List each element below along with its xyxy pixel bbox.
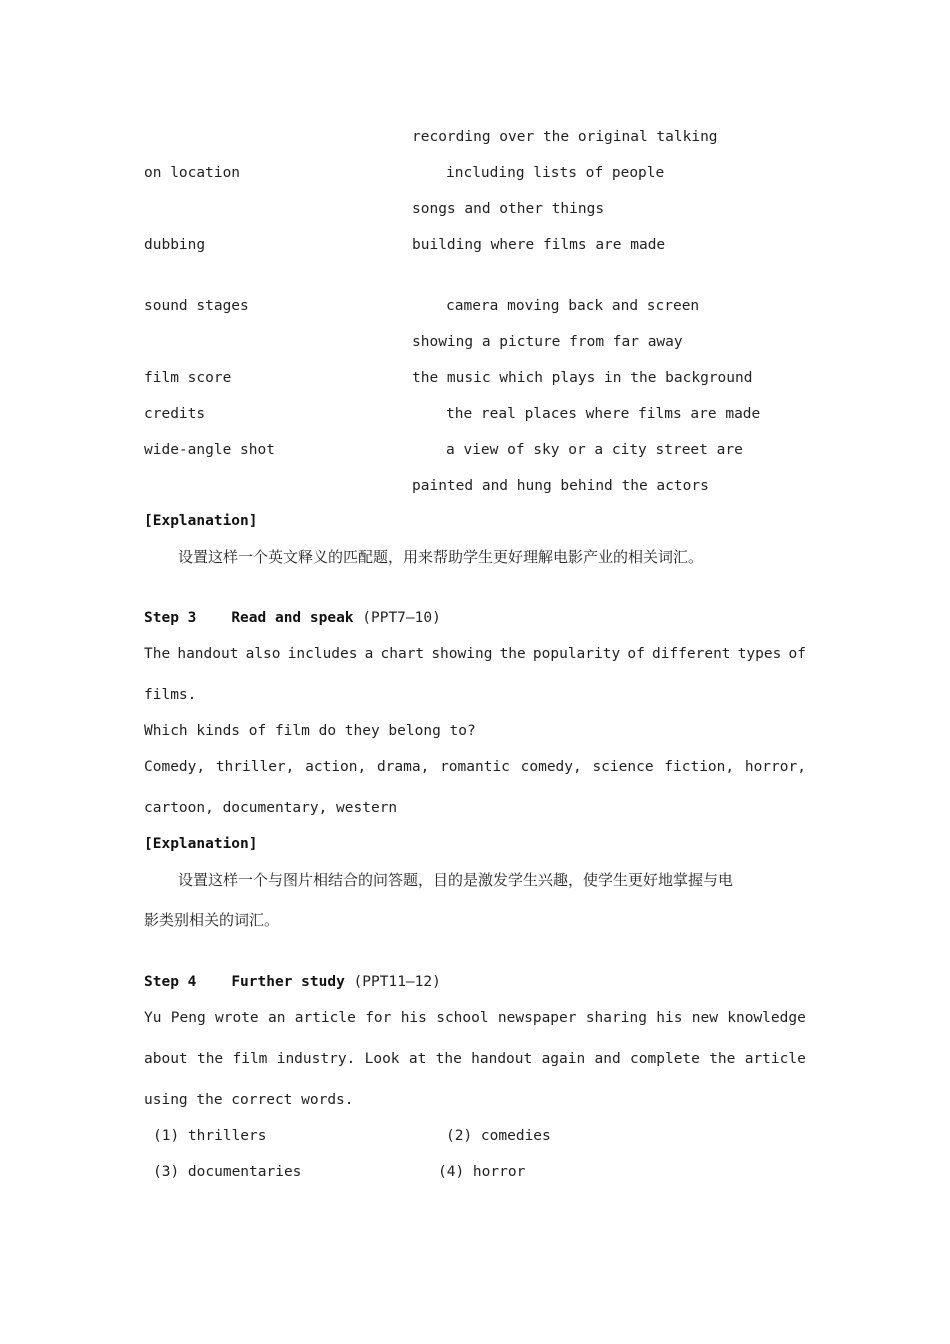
- term-credits: credits: [144, 406, 206, 422]
- definition-lists: including lists of people: [446, 165, 665, 181]
- definition-recording: recording over the original talking: [412, 129, 718, 145]
- step-3-heading: [144, 609, 441, 627]
- answer-item: (3) documentaries: [153, 1164, 302, 1180]
- explanation-text: 设置这样一个英文释义的匹配题，用来帮助学生更好理解电影产业的相关词汇。: [178, 548, 704, 566]
- term-film-score: film score: [144, 370, 232, 386]
- film-types-line: Comedy, thriller, action, drama, romantic comedy, science fiction, horror,: [144, 759, 806, 775]
- step-label: Step 3: [144, 610, 197, 626]
- step-label: Step 4: [144, 974, 197, 990]
- step-title: Read and speak: [231, 610, 354, 626]
- definition-camera: camera moving back and screen: [446, 298, 700, 314]
- term-wide-angle-shot: wide-angle shot: [144, 442, 275, 458]
- definition-showing: showing a picture from far away: [412, 334, 683, 350]
- answer-item: (1) thrillers: [153, 1128, 267, 1144]
- step-4-heading: [144, 973, 441, 991]
- definition-songs: songs and other things: [412, 201, 605, 217]
- term-on-location: on location: [144, 165, 241, 181]
- explanation-heading: [Explanation]: [144, 836, 258, 852]
- step-title: Further study: [231, 974, 345, 990]
- step-4-paragraph-line: Yu Peng wrote an article for his school newspaper sharing his new knowledge: [144, 1010, 806, 1026]
- definition-real-places: the real places where films are made: [446, 406, 761, 422]
- film-types-line-end: cartoon, documentary, western: [144, 800, 398, 816]
- step-4-paragraph-end: using the correct words.: [144, 1092, 354, 1108]
- definition-building: building where films are made: [412, 237, 666, 253]
- step-3-paragraph-line: The handout also includes a chart showing the popularity of different types of: [144, 646, 806, 662]
- step-3-paragraph-end: films.: [144, 687, 197, 703]
- term-dubbing: dubbing: [144, 237, 206, 253]
- answer-item: (2) comedies: [446, 1128, 551, 1144]
- definition-painted: painted and hung behind the actors: [412, 478, 709, 494]
- term-sound-stages: sound stages: [144, 298, 249, 314]
- definition-view: a view of sky or a city street are: [446, 442, 743, 458]
- definition-music: the music which plays in the background: [412, 370, 753, 386]
- explanation-text: 影类别相关的词汇。: [144, 911, 280, 929]
- ppt-reference: (PPT11—12): [353, 974, 441, 990]
- explanation-heading: [Explanation]: [144, 513, 258, 529]
- step-3-question: Which kinds of film do they belong to?: [144, 723, 476, 739]
- step-4-paragraph-line: about the film industry. Look at the handout again and complete the article: [144, 1051, 806, 1067]
- explanation-text: 设置这样一个与图片相结合的问答题，目的是激发学生兴趣，使学生更好地掌握与电: [178, 871, 734, 889]
- answer-item: (4) horror: [438, 1164, 526, 1180]
- ppt-reference: (PPT7—10): [362, 610, 441, 626]
